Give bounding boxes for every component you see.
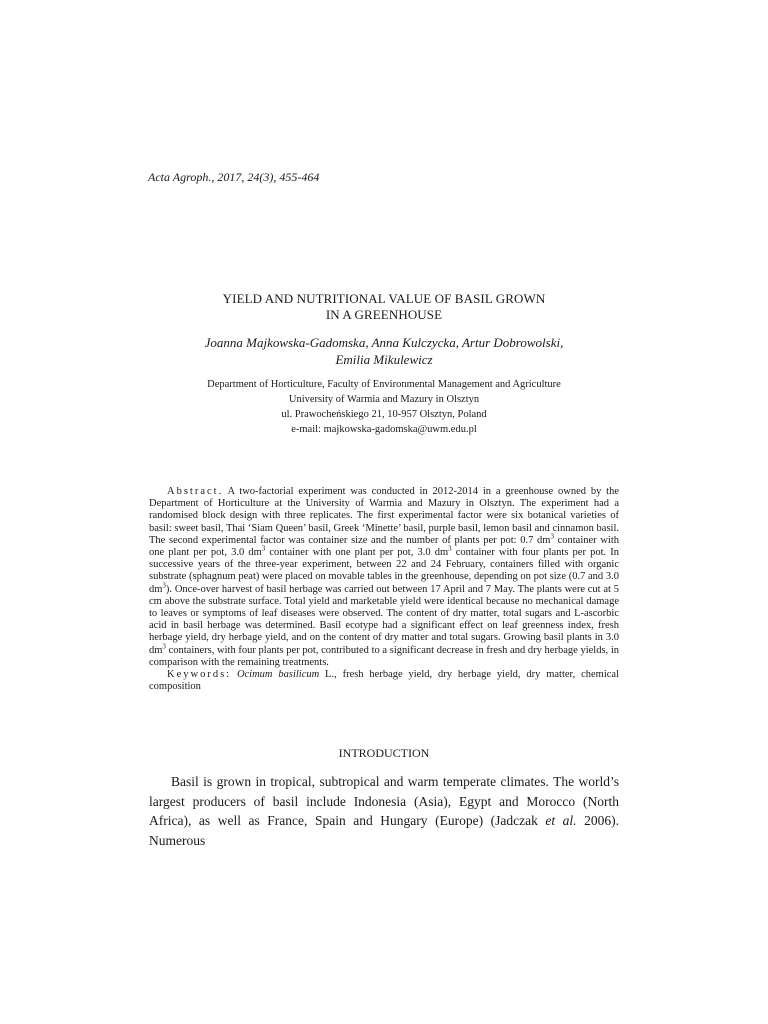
abstract-text: container with four plants per pot. In successive years of the three-year experiment, between 22 and 24 February, containers filled with organic substrate (sphagnum peat) were placed on movable tables in the greenhouse, depending on pot size (0.7 and 3.0 dm [149, 547, 619, 595]
section-heading-introduction: INTRODUCTION [338, 746, 430, 760]
keywords-species: Ocimum basilicum [236, 669, 320, 681]
abstract-text: containers, with four plants per pot, contributed to a significant decrease in fresh and dry herbage yields, in comparison with the remaining treatments. [149, 644, 619, 668]
keywords-paragraph [149, 669, 619, 693]
journal-reference: Acta Agroph., 2017, 24(3), 455-464 [148, 170, 320, 184]
abstract-text: container with one plant per pot, 3.0 dm [149, 534, 619, 559]
abstract-text: ). Once-over harvest of basil herbage was carried out between 17 April and 7 May. The plants were cut at 5 cm above the substrate surface. Total yield and marketable yield were identical because no mechanical damage to leaves or symptoms of leaf diseases were observed. The content of dry matter, total sugars and L-ascorbic acid in basil herbage was determined. Basil ecotype had a significant effect on leaf greenness index, fresh herbage yield, dry herbage yield, and on the content of dry matter and total sugars. Growing basil plants in 3.0 dm [149, 583, 619, 656]
keywords-text: L., fresh herbage yield, dry herbage yield, dry matter, chemical composition [149, 669, 619, 693]
superscript: 3 [550, 532, 554, 541]
superscript: 3 [162, 581, 166, 590]
citation-etal: et al. [545, 813, 577, 828]
abstract-paragraph [149, 486, 619, 669]
abstract-text: container with one plant per pot, 3.0 dm [265, 547, 449, 559]
authors-line-1: Joanna Majkowska-Gadomska, Anna Kulczycka, Artur Dobrowolski, [204, 335, 564, 350]
introduction-text: 2006). Numerous [149, 813, 619, 848]
abstract-text: A two-factorial experiment was conducted in 2012-2014 in a greenhouse owned by the Department of Horticulture at the University of Warmia and Mazury in Olsztyn. The experiment had a randomised block design with three replicates. The first experimental factor were six botanical varieties of basil: sweet basil, Thai ‘Siam Queen’ basil, Greek ‘Minette’ basil, purple basil, lemon basil and cinnamon basil. The second experimental factor was container size and the number of plants per pot: 0.7 dm [149, 486, 619, 546]
affiliation-address: ul. Prawocheńskiego 21, 10-957 Olsztyn, Poland [281, 409, 487, 420]
affiliation-department: Department of Horticulture, Faculty of Environmental Management and Agriculture [207, 379, 561, 390]
abstract-section [149, 486, 619, 693]
affiliation-block [130, 377, 638, 437]
superscript: 3 [261, 544, 266, 553]
introduction-body [149, 772, 619, 850]
authors-line-2: Emilia Mikulewicz [335, 352, 433, 367]
article-title [130, 291, 638, 323]
abstract-label: Abstract. [167, 486, 224, 497]
superscript: 3 [162, 642, 166, 651]
author-list [130, 334, 638, 368]
keywords-label: Keywords: [167, 669, 232, 681]
affiliation-email: e-mail: majkowska-gadomska@uwm.edu.pl [291, 424, 477, 435]
introduction-paragraph [149, 772, 619, 850]
affiliation-university: University of Warmia and Mazury in Olsztyn [288, 394, 480, 405]
title-line-2: IN A GREENHOUSE [325, 307, 443, 322]
superscript: 3 [448, 544, 452, 553]
title-line-1: YIELD AND NUTRITIONAL VALUE OF BASIL GROWN [222, 291, 546, 306]
introduction-text: Basil is grown in tropical, subtropical and warm temperate climates. The world’s largest producers of basil include Indonesia (Asia), Egypt and Morocco (North Africa), as well as France, Spain and Hungary (Europe) (Jadczak [149, 774, 619, 828]
